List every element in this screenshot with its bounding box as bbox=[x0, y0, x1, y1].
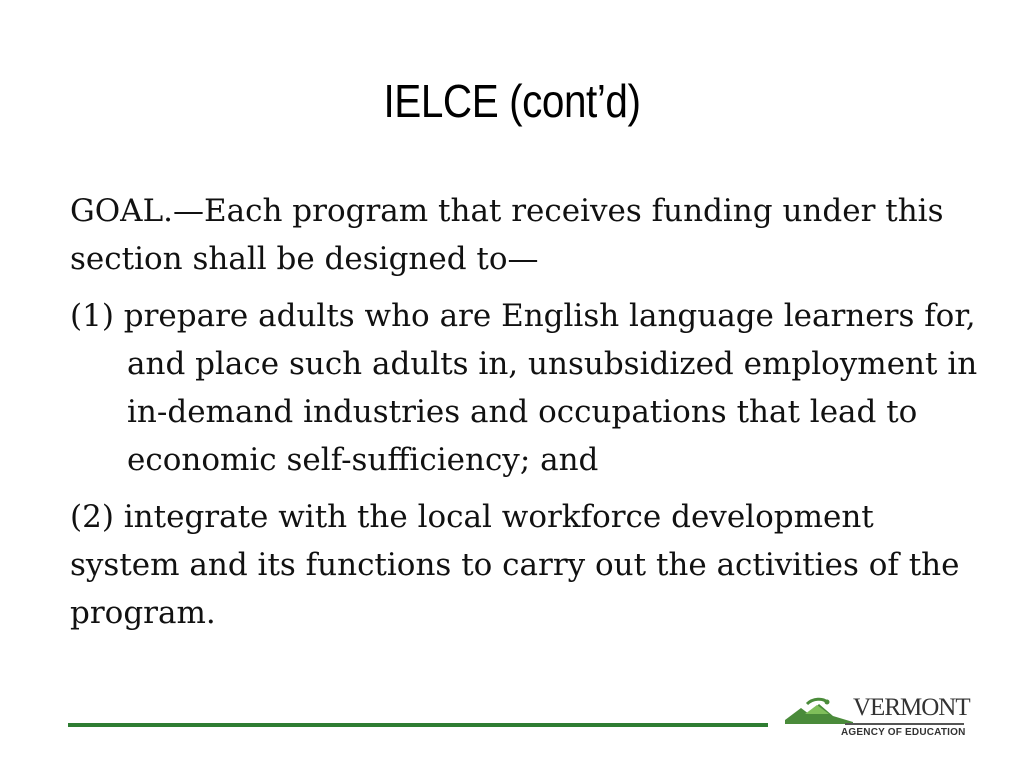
logo-subtitle: AGENCY OF EDUCATION bbox=[841, 727, 966, 738]
goal-paragraph: GOAL.—Each program that receives funding under this section shall be designed to— bbox=[70, 193, 944, 277]
logo-wordmark: VERMONT bbox=[853, 694, 970, 721]
slide-body bbox=[70, 187, 990, 646]
vermont-agency-logo bbox=[783, 692, 968, 744]
footer-divider bbox=[68, 723, 768, 727]
goal-item-1: (1) prepare adults who are English language learners for, and place such adults in, unsubsidized employment in in-demand industries and occupations that lead to economic self-sufficiency; and bbox=[70, 298, 978, 478]
mountain-logo-icon bbox=[783, 696, 855, 726]
goal-item-2: (2) integrate with the local workforce development system and its functions to carry out the activities of the program. bbox=[70, 499, 960, 631]
slide-title: IELCE (cont’d) bbox=[383, 75, 641, 127]
logo-rule bbox=[845, 723, 964, 725]
